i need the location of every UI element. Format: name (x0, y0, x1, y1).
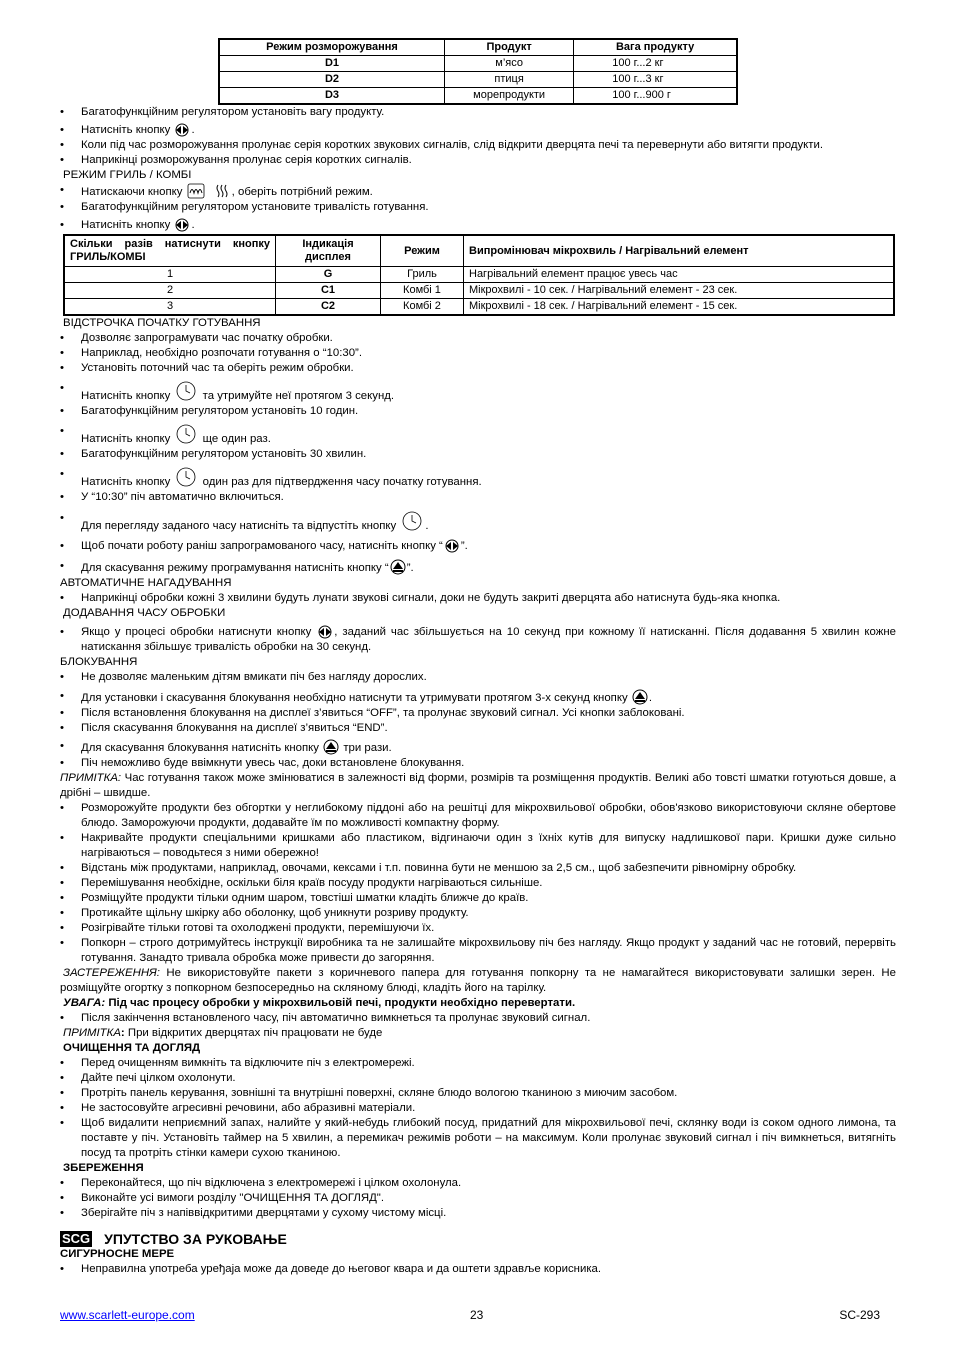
list-text: Для скасування блокування натисніть кнопку (81, 742, 323, 754)
section-heading: ВІДСТРОЧКА ПОЧАТКУ ГОТУВАННЯ (63, 317, 261, 329)
section-heading: РЕЖИМ ГРИЛЬ / КОМБІ (63, 169, 192, 181)
list-item (60, 376, 896, 404)
table-cell: C1 (276, 283, 381, 299)
section-heading: ДОДАВАННЯ ЧАСУ ОБРОБКИ (63, 607, 226, 619)
section-heading: ЗБЕРЕЖЕННЯ (63, 1162, 144, 1174)
list-item: • Попкорн – строго дотримуйтесь інструкції виробника та не залишайте мікрохвильову піч без нагляду. Якщо продукт у заданий час не готовий, перервіть готування. Занадто тривала обробка може привести до загоряння. (60, 936, 896, 966)
cooking-tips (60, 801, 896, 966)
list-item: • Відстань між продуктами, наприклад, овочами, кексами і т.п. повинна бути не меншою за 2,5 см., щоб забезпечити рівномірну обробку. (60, 861, 896, 876)
list-item (60, 419, 896, 447)
table-header: Індикація дисплея (276, 235, 381, 267)
table-cell: Комбі 1 (381, 283, 464, 299)
list-text: Натискаючи кнопку (81, 186, 186, 198)
list-text: . (191, 124, 195, 136)
list-item (60, 534, 896, 554)
table-header-row (219, 39, 737, 56)
manual-page (60, 38, 896, 1277)
note-text: Час готування також може змінюватися в залежності від форми, розмірів та розміщення продуктів. Великі або товсті шматки готуються довше, а дрібні – швидше. (60, 772, 896, 799)
stop-icon (390, 559, 406, 575)
list-item: • Наприкінці розморожування пролунає серія коротких сигналів. (60, 153, 896, 168)
list-item: • Наприкінці обробки кожні 3 хвилини будуть лунати звукові сигнали, доки не будуть закриті дверцята або натиснута будь-яка кнопка. (60, 591, 896, 606)
list-item: • Після скасування блокування на дисплеї з’явиться “END”. (60, 721, 896, 736)
list-item (60, 215, 896, 233)
cleaning-steps (60, 1056, 896, 1161)
list-item: • Переконайтеся, що піч відключена з електромережі і цілком охолонула. (60, 1176, 896, 1191)
table-row (64, 267, 894, 283)
table-cell: Комбі 2 (381, 299, 464, 316)
list-item: • Перемішування необхідне, оскільки біля країв посуду продукти нагріваються сильніше. (60, 876, 896, 891)
clock-icon (174, 467, 198, 487)
list-text: Натисніть кнопку (81, 476, 174, 488)
list-item (60, 183, 896, 200)
model-number: SC-293 (839, 1308, 880, 1322)
table-row (64, 283, 894, 299)
list-text: Для скасування режиму програмування натисніть кнопку “ (81, 562, 389, 574)
list-text: Щоб почати роботу раніш запрограмованого часу, натисніть кнопку “ (81, 540, 443, 552)
table-header: Випромінювач мікрохвиль / Нагрівальний елемент (464, 235, 895, 267)
list-text: Натисніть кнопку (81, 219, 174, 231)
note-paragraph (63, 1026, 896, 1041)
list-text: , оберіть потрібний режим. (231, 186, 373, 198)
list-item (60, 120, 896, 138)
table-cell: Нагрівальний елемент працює увесь час (464, 267, 895, 283)
list-item (60, 736, 896, 756)
list-item: • Багатофункційним регулятором установіть 30 хвилин. (60, 447, 896, 462)
attention-label: УВАГА: (63, 997, 106, 1009)
start-button-icon (317, 625, 333, 639)
table-cell: Мікрохвилі - 18 сек. / Нагрівальний елемент - 15 сек. (464, 299, 895, 316)
list-item: • Установіть поточний час та оберіть режим обробки. (60, 361, 896, 376)
list-item: • Не дозволяє маленьким дітям вмикати піч без нагляду дорослих. (60, 670, 896, 685)
list-item: • Наприклад, необхідно розпочати готування о “10:30”. (60, 346, 896, 361)
list-text: ”. (460, 540, 468, 552)
list-item: • Щоб видалити неприємний запах, налийте у який-небудь глибокий посуд, придатний для мікрохвильової печі, склянку води із соком одного лимона, та поставте у піч. Установіть таймер на 5 хвилин, а перемикач режимів роботи – на максимум. Коли пролунає звуковий сигнал і піч вимкнеться, витягніть посуд та протріть стінки камери сухою тканиною. (60, 1116, 896, 1161)
table-header: Скільки разів натиснути кнопку ГРИЛЬ/КОМБІ (64, 235, 276, 267)
list-item: • Багатофункційним регулятором установіть вагу продукту. (60, 105, 896, 120)
stop-icon (323, 739, 339, 755)
warning-text: Не використовуйте пакети з коричневого папера для готування попкорну та не намагайтеся використовувати залишки зерен. Не розміщуйте огортку з попкорном безпосередньо на скляному блюді, кладіть його на тарілку. (60, 967, 896, 994)
section-heading: ОЧИЩЕННЯ ТА ДОГЛЯД (63, 1042, 201, 1054)
section-heading: БЛОКУВАННЯ (60, 656, 138, 668)
table-row (64, 299, 894, 316)
grill-icon (187, 183, 205, 199)
list-text: , заданий час збільшується на 10 секунд при кожному її натисканні. Після додавання 5 хвилин кожне натискання збільшує тривалість обробки на 30 секунд. (81, 626, 896, 653)
list-item: • Коли під час розморожування пролунає серія коротких звукових сигналів, слід відкрити дверцята печі та перевернути або витягти продукти. (60, 138, 896, 153)
addtime-steps (60, 621, 896, 655)
table-cell: Мікрохвилі - 10 сек. / Нагрівальний елемент - 23 сек. (464, 283, 895, 299)
list-item (60, 462, 896, 490)
table-header: Продукт (444, 39, 573, 56)
list-item: • Дозволяє запрограмувати час початку обробки. (60, 331, 896, 346)
grill-mode-table (63, 234, 895, 316)
defrost-steps (60, 105, 896, 168)
lock-steps (60, 670, 896, 771)
list-text: Для перегляду заданого часу натисніть та відпустіть кнопку (81, 520, 400, 532)
list-item: • Зберігайте піч з напіввідкритими дверцятами у сухому чистому місці. (60, 1206, 896, 1221)
table-row (219, 56, 737, 72)
table-cell: м’ясо (444, 56, 573, 72)
list-text: Якщо у процесі обробки натиснути кнопку (81, 626, 317, 638)
note-paragraph (60, 771, 896, 801)
list-item: • Перед очищенням вимкніть та відключите піч з електромережі. (60, 1056, 896, 1071)
clock-icon (174, 424, 198, 444)
after-steps (60, 1011, 896, 1026)
clock-icon (174, 381, 198, 401)
start-button-icon (444, 539, 460, 553)
list-text: один раз для підтвердження часу початку готування. (199, 476, 482, 488)
list-text: та утримуйте неї протягом 3 секунд. (199, 390, 395, 402)
table-cell: D3 (219, 88, 444, 105)
table-cell: D1 (219, 56, 444, 72)
table-header: Вага продукту (574, 39, 737, 56)
list-text: Натисніть кнопку (81, 124, 174, 136)
language-badge: SCG (62, 1231, 91, 1246)
list-text: ”. (406, 562, 414, 574)
list-item: • Протикайте щільну шкірку або оболонку, щоб уникнути розриву продукту. (60, 906, 896, 921)
grill-steps (60, 183, 896, 233)
section-heading: СИГУРНОСНЕ МЕРЕ (60, 1248, 175, 1260)
warning-paragraph (60, 966, 896, 996)
list-text: . (648, 692, 652, 704)
section-title: УПУТСТВО ЗА РУКОВАЊЕ (104, 1230, 287, 1247)
list-item (60, 685, 896, 706)
list-item: • Неправилна употреба уређаја може да доведе до његовог квара и да оштети здравље корисника. (60, 1262, 896, 1277)
table-cell: 2 (64, 283, 276, 299)
list-item: • У “10:30” піч автоматично включиться. (60, 490, 896, 505)
list-text: . (191, 219, 195, 231)
table-cell: G (276, 267, 381, 283)
list-item: • Розміщуйте продукти тільки одним шаром, товстіші шматки кладіть ближче до країв. (60, 891, 896, 906)
list-item: • Дайте печі цілком охолонути. (60, 1071, 896, 1086)
attention-paragraph (63, 996, 896, 1011)
table-cell: 3 (64, 299, 276, 316)
table-row (219, 72, 737, 88)
table-cell: Гриль (381, 267, 464, 283)
list-item: • Протріть панель керування, зовнішні та внутрішні поверхні, скляне блюдо вологою тканиною з миючим засобом. (60, 1086, 896, 1101)
table-header-row (64, 235, 894, 267)
table-cell: 1 (64, 267, 276, 283)
reminder-steps (60, 591, 896, 606)
list-text: Натисніть кнопку (81, 433, 174, 445)
section-heading: АВТОМАТИЧНЕ НАГАДУВАННЯ (60, 577, 232, 589)
list-text: Натисніть кнопку (81, 390, 174, 402)
list-text: ще один раз. (199, 433, 271, 445)
list-item: • Розігрівайте тільки готові та охолоджені продукти, перемішуючи їх. (60, 921, 896, 936)
list-item: • Не застосовуйте агресивні речовини, або абразивні матеріали. (60, 1101, 896, 1116)
table-cell: 100 г...3 кг (574, 72, 737, 88)
list-item: • Виконайте усі вимоги розділу "ОЧИЩЕННЯ ТА ДОГЛЯД". (60, 1191, 896, 1206)
list-text: . (425, 520, 429, 532)
website-link[interactable]: www.scarlett-europe.com (60, 1308, 195, 1322)
table-cell: морепродукти (444, 88, 573, 105)
note-label: ПРИМІТКА (63, 1027, 121, 1039)
note-colon: : (120, 1027, 125, 1039)
note-label: ПРИМІТКА: (60, 772, 122, 784)
table-header: Режим розморожування (219, 39, 444, 56)
table-cell: 100 г...900 г (574, 88, 737, 105)
list-item: • Після встановлення блокування на дисплеї з’явиться “OFF”, та пролунає звуковий сигнал. Усі кнопки заблоковані. (60, 706, 896, 721)
list-item: • Після закінчення встановленого часу, піч автоматично вимкнеться та пролунає звуковий сигнал. (60, 1011, 896, 1026)
start-button-icon (174, 218, 190, 232)
storage-steps (60, 1176, 896, 1221)
table-header: Режим (381, 235, 464, 267)
start-button-icon (174, 123, 190, 137)
scg-section-title (60, 1231, 896, 1247)
stop-icon (632, 689, 648, 705)
list-item (60, 505, 896, 534)
warning-label: ЗАСТЕРЕЖЕННЯ: (63, 967, 160, 979)
list-text: три рази. (340, 742, 392, 754)
table-cell: C2 (276, 299, 381, 316)
combi-icon (213, 183, 231, 199)
list-item: • Багатофункційним регулятором установите тривалість готування. (60, 200, 896, 215)
table-cell: птиця (444, 72, 573, 88)
table-cell: 100 г...2 кг (574, 56, 737, 72)
list-text: Для установки і скасування блокування необхідно натиснути та утримувати протягом 3-х секунд кнопку (81, 692, 631, 704)
table-cell: D2 (219, 72, 444, 88)
note-text: При відкритих дверцятах піч працювати не буде (124, 1027, 383, 1039)
delay-steps (60, 331, 896, 576)
page-number: 23 (470, 1308, 484, 1322)
list-item: • Розморожуйте продукти без обгортки у неглибокому піддоні або на решітці для мікрохвильової обробки, обов'язково використовуючи скляне обертове блюдо. Заморожуючи продукти, додавайте їм по можливості компактну форму. (60, 801, 896, 831)
table-row (219, 88, 737, 105)
list-item: • Піч неможливо буде ввімкнути увесь час, доки встановлене блокування. (60, 756, 896, 771)
list-item: • Накривайте продукти спеціальними кришками або пластиком, відгинаючи один з їхніх кутів для випуску надлишкової пари. Кришки дуже сильно нагріваються – поводьтеся з ними обережно! (60, 831, 896, 861)
clock-icon (400, 511, 424, 531)
list-item (60, 554, 896, 576)
attention-text: Під час процесу обробки у мікрохвильовій печі, продукти необхідно перевертати. (105, 997, 576, 1009)
scg-steps (60, 1262, 896, 1277)
list-item: • Багатофункційним регулятором установіть 10 годин. (60, 404, 896, 419)
defrost-table (218, 38, 738, 105)
list-item (60, 621, 896, 655)
